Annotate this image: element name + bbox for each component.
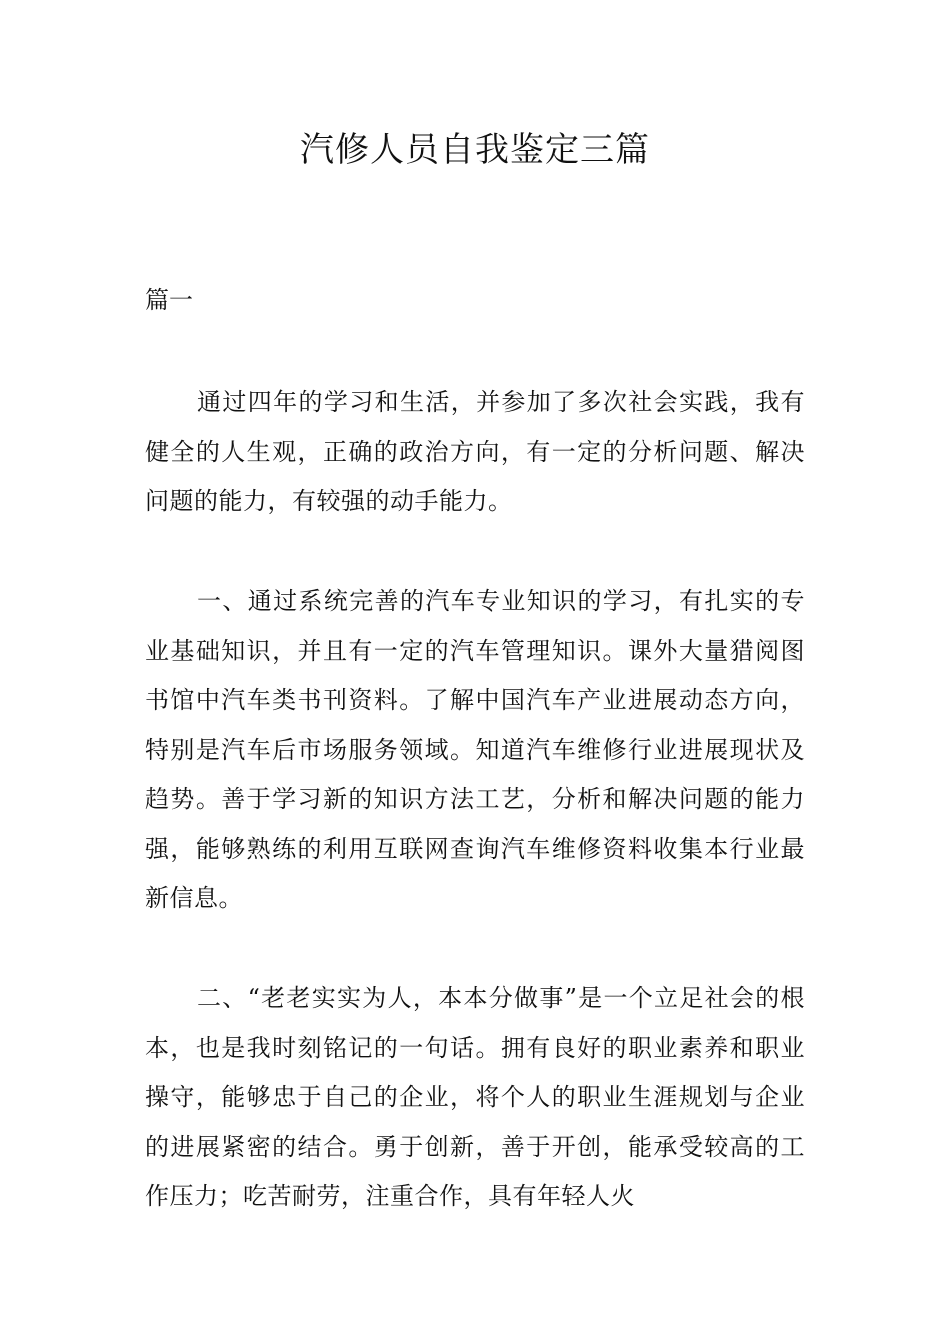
paragraph-point-one: 一、通过系统完善的汽车专业知识的学习，有扎实的专业基础知识，并且有一定的汽车管理知识。课外大量猎阅图书馆中汽车类书刊资料。了解中国汽车产业进展动态方向，特别是汽车后市场服务领域。知道汽车维修行业进展现状及趋势。善于学习新的知识方法工艺，分析和解决问题的能力强，能够熟练的利用互联网查询汽车维修资料收集本行业最新信息。 bbox=[145, 587, 805, 912]
section-heading: 篇一 bbox=[145, 286, 193, 314]
document-title: 汽修人员自我鉴定三篇 bbox=[300, 130, 650, 170]
paragraph-point-two: 二、“老老实实为人，本本分做事”是一个立足社会的根本，也是我时刻铭记的一句话。拥有良好的职业素养和职业操守，能够忠于自己的企业，将个人的职业生涯规划与企业的进展紧密的结合。勇于创新，善于开创，能承受较高的工作压力；吃苦耐劳，注重合作，具有年轻人火 bbox=[145, 984, 805, 1210]
paragraph-intro: 通过四年的学习和生活，并参加了多次社会实践，我有健全的人生观，正确的政治方向，有一定的分析问题、解决问题的能力，有较强的动手能力。 bbox=[145, 388, 805, 515]
